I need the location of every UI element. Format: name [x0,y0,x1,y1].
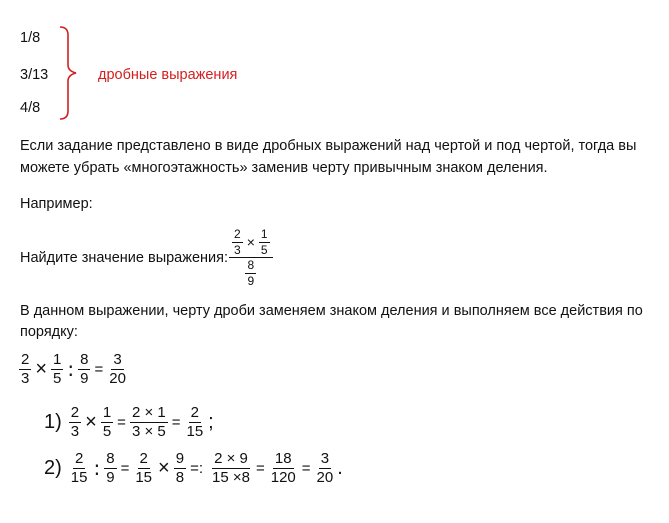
list-item-2: 3/13 [20,67,49,83]
step-1-index: 1) [44,410,62,433]
step-2-index: 2) [44,456,62,479]
curly-brace [58,25,84,121]
rewrite-expression: $\frac{2}{3}$ × $\frac{1}{5}$ : $\frac{8}{9}$ = $\frac{3}{20}$ [21,351,126,387]
explanation-line-2: порядку: [20,324,78,340]
fraction-expressions-label: дробные выражения [98,67,238,83]
task-label: Найдите значение выражения: [20,249,228,266]
step-2: 2) $\frac{2}{15}$ : $\frac{8}{9}$ = $\frac{2}{15}$ × $\frac{9}{8}$ =: $\frac{2 \times 9}{15 \times 8}$ = $\frac{18}{120}$ = $\frac{3}{20}$ . [44,450,343,486]
paragraph-line-2: можете убрать «многоэтажность» заменив черту привычным знаком деления. [20,160,548,176]
task-row [20,228,274,287]
step-1: 1) $\frac{2}{3}$ × $\frac{1}{5}$ = $\frac{2 \times 1}{3 \times 5}$ = $\frac{2}{15}$ ; [44,404,214,440]
explanation-line-1: В данном выражении, черту дроби заменяем знаком деления и выполняем все действия по [20,303,643,319]
list-item-1: 1/8 [20,30,41,46]
list-item-3: 4/8 [20,100,41,116]
example-label: Например: [20,196,93,212]
complex-fraction: $\frac{2}{3}$ × $\frac{1}{5}$ $\frac{8}{9}$ [229,228,273,287]
paragraph-line-1: Если задание представлено в виде дробных выражений над чертой и под чертой, тогда вы [20,138,637,154]
